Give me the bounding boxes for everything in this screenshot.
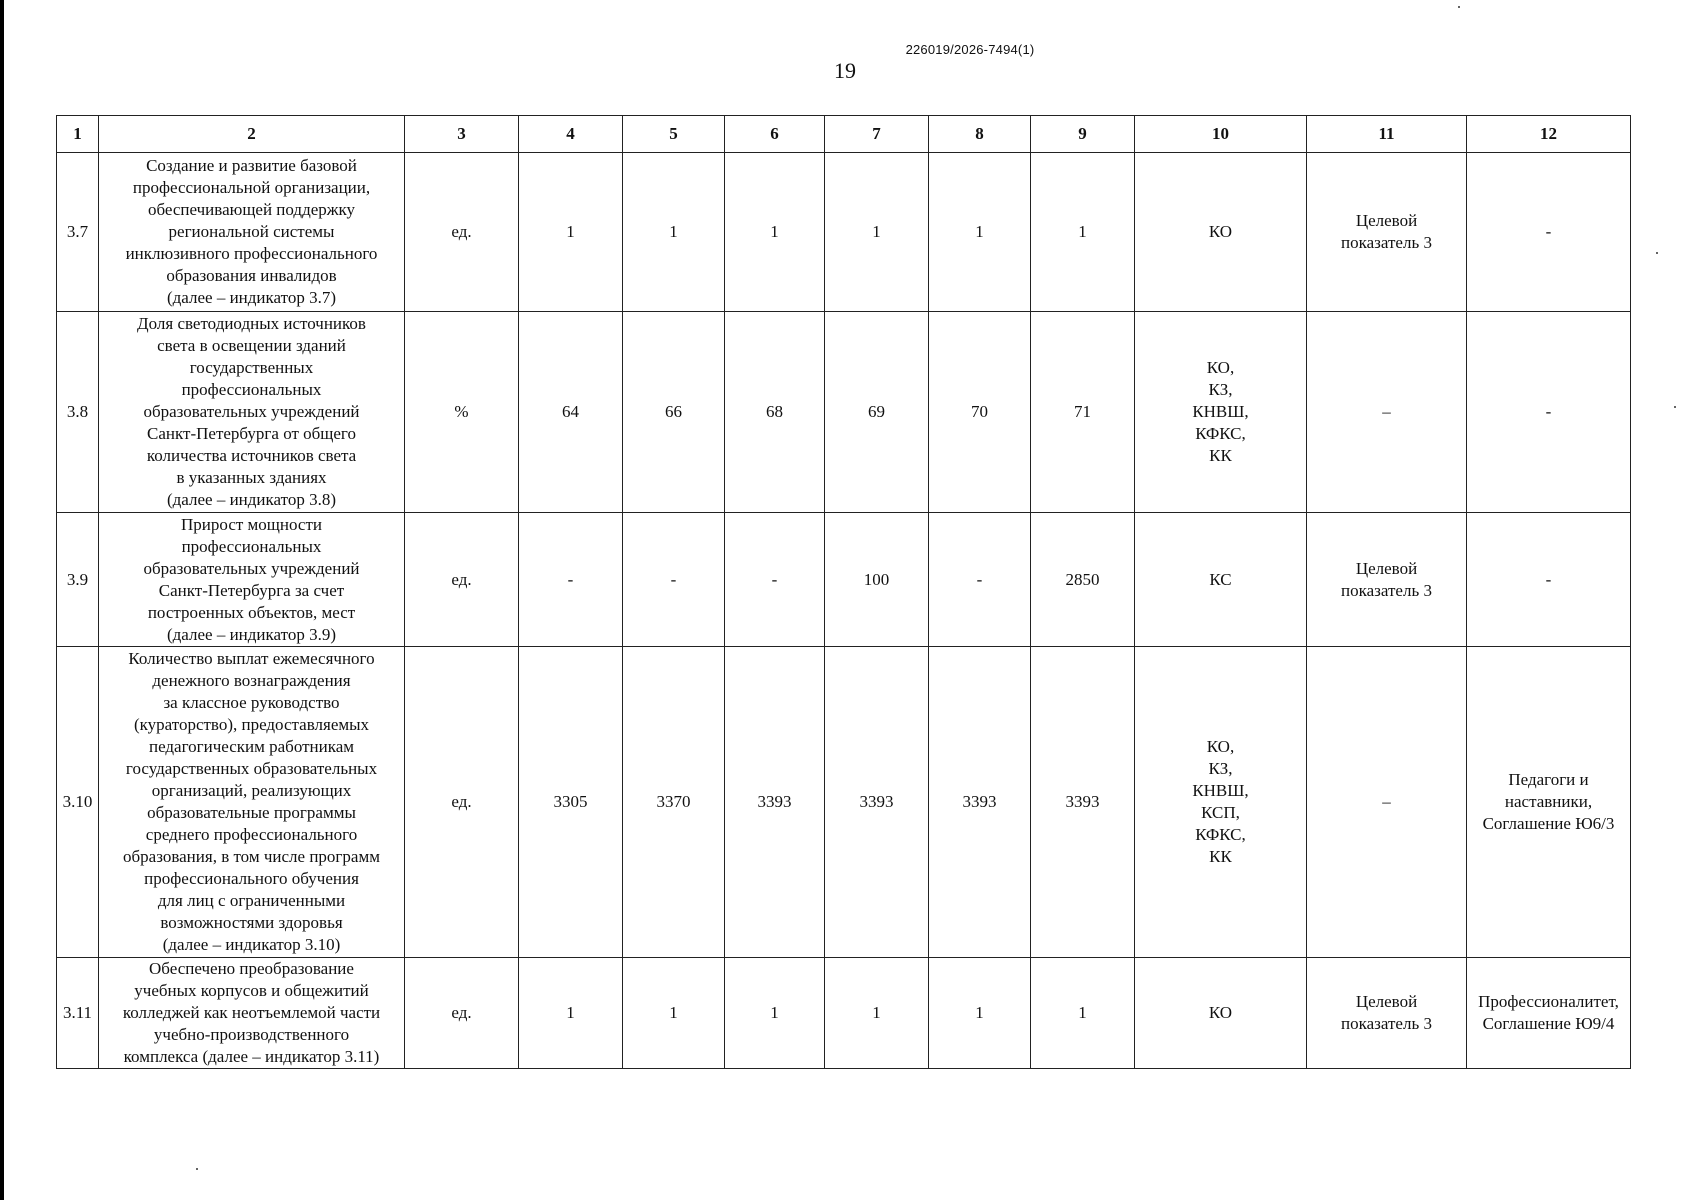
- responsible-cell: КС: [1135, 513, 1307, 647]
- header-cell: 11: [1307, 116, 1467, 153]
- value-cell: 70: [929, 312, 1031, 513]
- scan-speck: [1656, 252, 1658, 254]
- value-cell: 1: [825, 153, 929, 312]
- value-cell: 1: [725, 958, 825, 1069]
- value-cell: 1: [825, 958, 929, 1069]
- responsible-cell: КО, КЗ, КНВШ, КФКС, КК: [1135, 312, 1307, 513]
- value-cell: 1: [1031, 153, 1135, 312]
- header-cell: 12: [1467, 116, 1631, 153]
- indicator-name: Создание и развитие базовой профессиональной организации, обеспечивающей поддержку региональной системы инклюзивного профессионального образования инвалидов (далее – индикатор 3.7): [99, 153, 405, 312]
- header-cell: 5: [623, 116, 725, 153]
- value-cell: -: [623, 513, 725, 647]
- table-row: [57, 647, 1631, 958]
- table-row: [57, 513, 1631, 647]
- value-cell: 1: [929, 958, 1031, 1069]
- value-cell: 1: [1031, 958, 1135, 1069]
- header-cell: 10: [1135, 116, 1307, 153]
- value-cell: 64: [519, 312, 623, 513]
- value-cell: -: [725, 513, 825, 647]
- header-cell: 8: [929, 116, 1031, 153]
- unit-cell: ед.: [405, 958, 519, 1069]
- unit-cell: %: [405, 312, 519, 513]
- value-cell: 1: [929, 153, 1031, 312]
- indicator-name: Количество выплат ежемесячного денежного вознаграждения за классное руководство (кураторство), предоставляемых педагогическим работникам государственных образовательных организаций, реализующих образовательные программы среднего профессионального образования, в том числе программ профессионального обучения для лиц с ограниченными возможностями здоровья (далее – индикатор 3.10): [99, 647, 405, 958]
- scan-speck: [1674, 406, 1676, 408]
- unit-cell: ед.: [405, 153, 519, 312]
- scan-speck: [196, 1168, 198, 1170]
- header-cell: 2: [99, 116, 405, 153]
- value-cell: 100: [825, 513, 929, 647]
- row-number: 3.10: [57, 647, 99, 958]
- unit-cell: ед.: [405, 647, 519, 958]
- value-cell: 1: [623, 153, 725, 312]
- header-cell: 1: [57, 116, 99, 153]
- responsible-cell: КО: [1135, 958, 1307, 1069]
- indicator-name: Обеспечено преобразование учебных корпусов и общежитий колледжей как неотъемлемой части учебно-производственного комплекса (далее – индикатор 3.11): [99, 958, 405, 1069]
- header-cell: 3: [405, 116, 519, 153]
- row-number: 3.7: [57, 153, 99, 312]
- unit-cell: ед.: [405, 513, 519, 647]
- table-row: [57, 312, 1631, 513]
- header-cell: 6: [725, 116, 825, 153]
- value-cell: 3393: [725, 647, 825, 958]
- value-cell: 71: [1031, 312, 1135, 513]
- target-cell: Целевой показатель 3: [1307, 513, 1467, 647]
- project-cell: Профессионалитет, Соглашение Ю9/4: [1467, 958, 1631, 1069]
- target-cell: Целевой показатель 3: [1307, 958, 1467, 1069]
- project-cell: -: [1467, 513, 1631, 647]
- indicator-name: Прирост мощности профессиональных образовательных учреждений Санкт-Петербурга за счет построенных объектов, мест (далее – индикатор 3.9): [99, 513, 405, 647]
- target-cell: –: [1307, 312, 1467, 513]
- scan-left-edge: [0, 0, 4, 1200]
- document-id: 226019/2026-7494(1): [905, 42, 1035, 57]
- target-cell: –: [1307, 647, 1467, 958]
- table-row: [57, 958, 1631, 1069]
- value-cell: 3393: [1031, 647, 1135, 958]
- target-cell: Целевой показатель 3: [1307, 153, 1467, 312]
- value-cell: 3393: [929, 647, 1031, 958]
- project-cell: Педагоги и наставники, Соглашение Ю6/3: [1467, 647, 1631, 958]
- row-number: 3.9: [57, 513, 99, 647]
- project-cell: -: [1467, 312, 1631, 513]
- responsible-cell: КО: [1135, 153, 1307, 312]
- value-cell: -: [519, 513, 623, 647]
- indicators-table: [56, 115, 1631, 1069]
- value-cell: 3305: [519, 647, 623, 958]
- header-cell: 4: [519, 116, 623, 153]
- value-cell: 68: [725, 312, 825, 513]
- row-number: 3.8: [57, 312, 99, 513]
- indicator-name: Доля светодиодных источников света в освещении зданий государственных профессиональных образовательных учреждений Санкт-Петербурга от общего количества источников света в указанных зданиях (далее – индикатор 3.8): [99, 312, 405, 513]
- page-number: 19: [834, 58, 856, 83]
- responsible-cell: КО, КЗ, КНВШ, КСП, КФКС, КК: [1135, 647, 1307, 958]
- value-cell: 66: [623, 312, 725, 513]
- header-cell: 9: [1031, 116, 1135, 153]
- header-cell: 7: [825, 116, 929, 153]
- value-cell: 2850: [1031, 513, 1135, 647]
- value-cell: 3393: [825, 647, 929, 958]
- value-cell: 3370: [623, 647, 725, 958]
- value-cell: 69: [825, 312, 929, 513]
- value-cell: 1: [623, 958, 725, 1069]
- scan-speck: [1458, 6, 1460, 8]
- value-cell: 1: [519, 958, 623, 1069]
- row-number: 3.11: [57, 958, 99, 1069]
- project-cell: -: [1467, 153, 1631, 312]
- table-row: [57, 153, 1631, 312]
- value-cell: 1: [519, 153, 623, 312]
- value-cell: -: [929, 513, 1031, 647]
- header-row: [57, 116, 1631, 153]
- value-cell: 1: [725, 153, 825, 312]
